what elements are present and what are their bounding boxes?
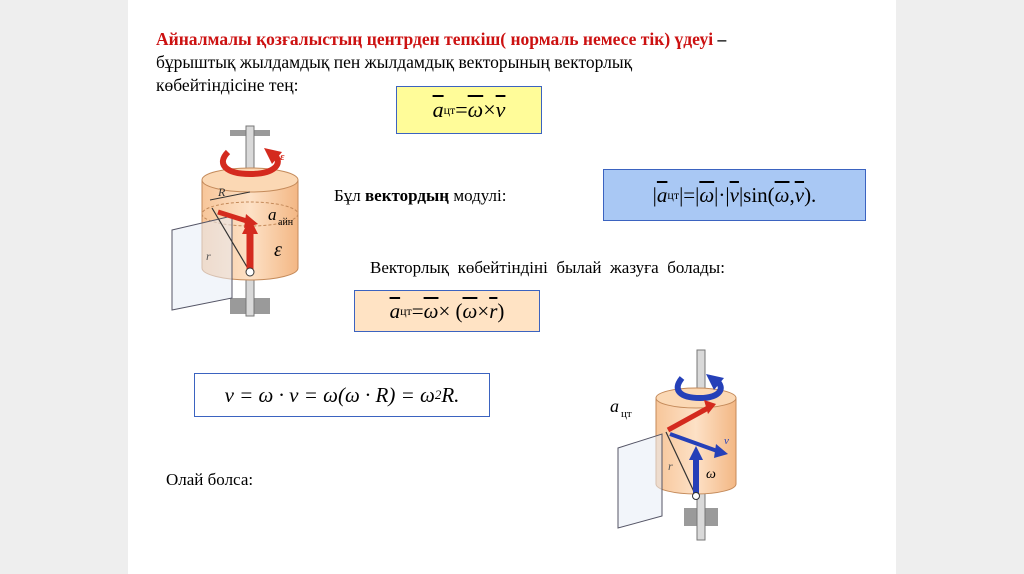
modulus-label-pre: Бұл: [334, 186, 365, 205]
f2-eq: =: [683, 182, 696, 207]
f2-a: $\overline{a}$: [656, 182, 668, 207]
f3-omega: $\overline{\omega}$: [423, 298, 439, 323]
f2-close: ).: [804, 182, 817, 207]
formula-a: $\overline{a}$: [432, 97, 444, 122]
vector-product-sentence: Векторлық көбейтіндіні былай жазуға болады:: [370, 258, 725, 277]
formula-sub: цт: [443, 102, 456, 117]
f2-bar4: |: [714, 182, 719, 207]
slide: [128, 0, 896, 574]
f2-v: $\overline{v}$: [729, 182, 739, 207]
formula-omega: $\overline{\omega}$: [467, 97, 484, 122]
formula-triple-product: [354, 290, 540, 332]
r-label: r: [206, 249, 211, 263]
fig2-a-label: a: [610, 396, 619, 416]
f3-times: × (: [438, 298, 463, 323]
f2-bar1: |: [652, 182, 657, 207]
fig2-v-label: v: [724, 435, 729, 447]
formula-centripetal: [396, 86, 542, 134]
fig2-pivot-point: [693, 493, 700, 500]
fig2-plane: [618, 434, 662, 528]
f3-r: $\overline{r}$: [489, 298, 498, 323]
heading-dash: –: [713, 29, 727, 49]
formula-magnitude: [194, 373, 490, 417]
eps-small-label: ε: [280, 151, 285, 163]
f4-text1: v = ω · v = ω(ω · R) = ω: [224, 382, 435, 407]
f2-omega2: $\overline{\omega}$: [774, 182, 790, 207]
modulus-label: [334, 186, 506, 206]
f4-sup: 2: [434, 387, 442, 402]
f2-sub: цт: [667, 187, 680, 202]
pivot-point: [246, 268, 254, 276]
f3-times2: ×: [477, 298, 490, 323]
f2-bar2: |: [679, 182, 684, 207]
modulus-label-post: модулі:: [449, 186, 507, 205]
a-label: a: [268, 205, 277, 224]
f2-sin: sin(: [743, 182, 775, 207]
f3-eq: =: [411, 298, 424, 323]
f2-comma: ,: [789, 182, 795, 207]
f2-v2: $\overline{v}$: [794, 182, 805, 207]
f3-a: $\overline{a}$: [389, 298, 401, 323]
formula-v: $\overline{v}$: [495, 97, 506, 122]
f2-dot: ·: [718, 182, 726, 207]
formula-times: ×: [483, 97, 496, 122]
rotating-cylinder-figure-2: [608, 348, 738, 548]
f3-omega2: $\overline{\omega}$: [462, 298, 478, 323]
f2-bar6: |: [738, 182, 744, 207]
fig2-a-sub-label: цт: [621, 408, 632, 420]
fig2-w-label: ω: [706, 467, 716, 482]
f3-sub: цт: [400, 303, 412, 318]
formula-modulus: [603, 169, 866, 221]
modulus-label-bold2: ң: [439, 186, 450, 205]
heading-line3: көбейтіндісіне тең:: [156, 75, 299, 95]
f3-close: ): [497, 298, 505, 323]
eps-big-label: ε: [274, 239, 282, 261]
heading-red-text: Айналмалы қозғалыстың центрден тепкіш( нормаль немесе тік) үдеуі: [156, 29, 714, 49]
f2-bar3: |: [695, 182, 700, 207]
R-label: R: [218, 185, 226, 199]
heading-line2: бұрыштық жылдамдық пен жылдамдық векторының векторлық: [156, 52, 633, 72]
modulus-label-bold: векторды: [365, 186, 440, 205]
formula-eq: =: [455, 97, 468, 122]
f2-omega: $\overline{\omega}$: [699, 182, 715, 207]
f4-text2: R.: [441, 382, 460, 407]
fig2-r-label: r: [668, 459, 673, 473]
f2-bar5: |: [725, 182, 730, 207]
reference-plane: [172, 216, 232, 310]
a-sub-label: айн: [278, 217, 294, 228]
rotating-cylinder-figure-1: [166, 122, 326, 328]
conclusion-text: Олай болса:: [166, 470, 254, 489]
heading-line1: [156, 28, 726, 50]
